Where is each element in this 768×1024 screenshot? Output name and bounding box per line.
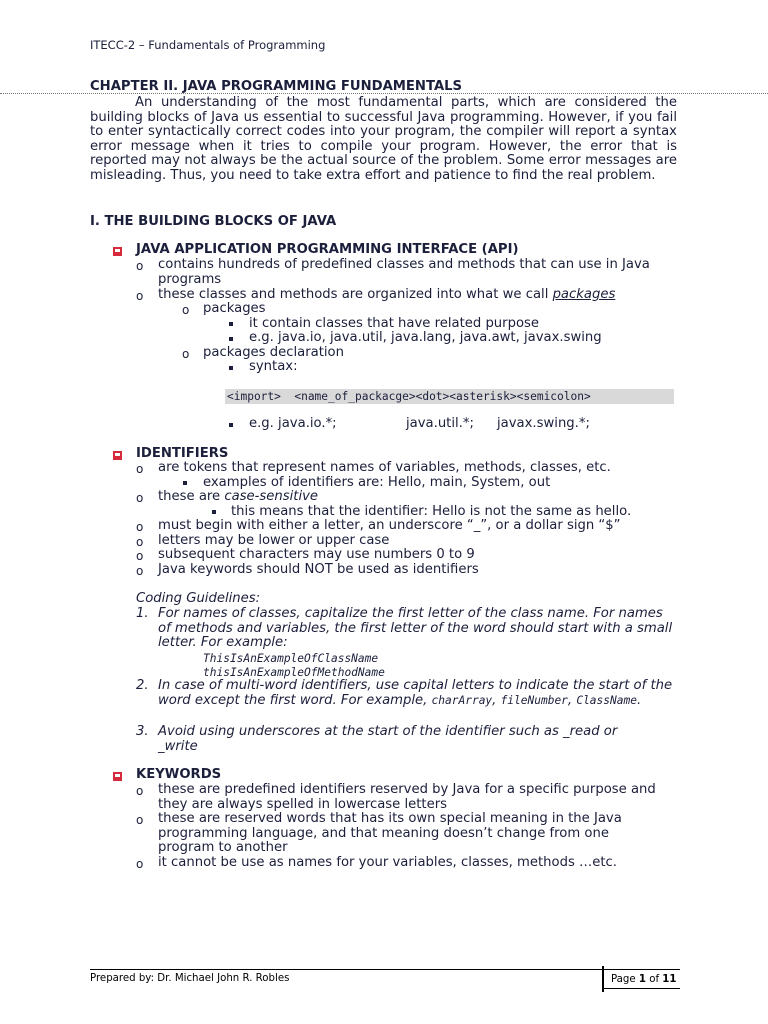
api-item-2-text: these classes and methods are organized into what we call [158, 287, 553, 302]
identifiers-heading: IDENTIFIERS [136, 446, 229, 461]
coding-guidelines-title: Coding Guidelines: [136, 591, 261, 606]
circle-bullet-icon: o [136, 813, 144, 827]
guideline-2-example-2: fileNumber [500, 693, 568, 707]
chapter-title: CHAPTER II. JAVA PROGRAMMING FUNDAMENTALS [90, 79, 463, 94]
circle-bullet-icon: o [136, 784, 144, 798]
red-square-bullet-icon [113, 772, 122, 781]
identifiers-item-2-sub: this means that the identifier: Hello is not the same as hello. [231, 504, 632, 519]
circle-bullet-icon: o [136, 462, 144, 476]
packages-sub-1: it contain classes that have related purpose [249, 316, 540, 331]
keywords-item-1: these are predefined identifiers reserved by Java for a specific purpose and they are always spelled in lowercase letters [158, 782, 656, 812]
guideline-1-text: For names of classes, capitalize the first letter of the class name. For names of methods and variables, the first letter of the word should start with a small letter. For example: [158, 606, 673, 651]
identifiers-item-3: must begin with either a letter, an underscore “_”, or a dollar sign “$” [158, 518, 621, 533]
syntax-code: <import> <name_of_packacge><dot><asterisk><semicolon> [227, 390, 591, 403]
example-javax-swing: javax.swing.*; [497, 416, 590, 431]
page-total: 11 [662, 974, 677, 985]
footer-page-indicator [611, 973, 676, 988]
guideline-2-text [158, 679, 680, 708]
api-heading: JAVA APPLICATION PROGRAMMING INTERFACE (API) [136, 242, 519, 257]
red-square-bullet-icon [113, 451, 122, 460]
guideline-2-example-1: charArray [431, 693, 493, 707]
of-word: of [646, 974, 663, 985]
identifiers-item-5: subsequent characters may use numbers 0 to 9 [158, 547, 475, 562]
guideline-3-number: 3. [136, 724, 149, 739]
page-number: 1 [638, 974, 646, 985]
packages-sub-2: e.g. java.io, java.util, java.lang, java.awt, javax.swing [249, 330, 602, 345]
header-divider [0, 93, 768, 94]
keywords-item-3: it cannot be use as names for your variables, classes, methods …etc. [158, 855, 617, 870]
red-square-bullet-icon [113, 247, 122, 256]
identifiers-item-6: Java keywords should NOT be used as identifiers [158, 562, 479, 577]
guideline-1-number: 1. [136, 606, 149, 621]
intro-paragraph: An understanding of the most fundamental parts, which are considered the building blocks of Java us essential to successful Java programming. However, if you fail to enter syntactically correct codes into your program, the compiler will report a syntax error message when it tries to compile your program. However, the error that is reported may not always be the actual source of the problem. Some error messages are misleading. Thus, you need to take extra effort and patience to find the real problem. [90, 95, 677, 183]
api-item-1-line-1: contains hundreds of predefined classes and methods that can use in Java [158, 257, 650, 272]
square-bullet-icon [212, 510, 216, 514]
identifiers-item-2 [158, 490, 318, 505]
keywords-heading: KEYWORDS [136, 767, 222, 782]
identifiers-item-1: are tokens that represent names of variables, methods, classes, etc. [158, 460, 611, 475]
circle-bullet-icon: o [136, 857, 144, 871]
section-heading: I. THE BUILDING BLOCKS OF JAVA [90, 214, 337, 229]
circle-bullet-icon: o [136, 491, 144, 505]
circle-bullet-icon: o [182, 347, 190, 361]
guideline-2-body: In case of multi-word identifiers, use capital letters to indicate the start of the word except the first word. For example, [158, 678, 673, 708]
circle-bullet-icon: o [136, 535, 144, 549]
example-java-util: java.util.*; [406, 416, 474, 431]
circle-bullet-icon: o [136, 289, 144, 303]
guideline-1-class-example: ThisIsAnExampleOfClassName [203, 652, 379, 665]
identifiers-item-2-text: these are [158, 489, 225, 504]
case-sensitive-emphasis: case-sensitive [224, 489, 319, 504]
footer-divider [90, 969, 680, 970]
guideline-2-example-3: ClassName [576, 693, 637, 707]
running-header: ITECC-2 – Fundamentals of Programming [90, 38, 326, 52]
square-bullet-icon [229, 423, 233, 427]
circle-bullet-icon: o [136, 549, 144, 563]
square-bullet-icon [229, 337, 233, 341]
page-word: Page [611, 974, 639, 985]
identifiers-item-4: letters may be lower or upper case [158, 533, 390, 548]
guideline-2-separator-1: , [492, 692, 501, 708]
footer-prepared-by: Prepared by: Dr. Michael John R. Robles [90, 973, 290, 984]
guideline-1-method-example: thisIsAnExampleOfMethodName [203, 666, 385, 679]
circle-bullet-icon: o [136, 259, 144, 273]
packages-emphasis: packages [552, 287, 616, 302]
packages-declaration-label: packages declaration [203, 345, 344, 360]
circle-bullet-icon: o [136, 564, 144, 578]
packages-label: packages [203, 301, 266, 316]
guideline-3-text: Avoid using underscores at the start of the identifier such as _read or _write [158, 724, 618, 754]
square-bullet-icon [229, 366, 233, 370]
identifiers-item-1-sub: examples of identifiers are: Hello, main, System, out [203, 475, 551, 490]
guideline-2-separator-2: , [567, 692, 573, 708]
square-bullet-icon [229, 322, 233, 326]
syntax-label: syntax: [249, 359, 298, 374]
square-bullet-icon [183, 481, 187, 485]
circle-bullet-icon: o [136, 520, 144, 534]
guideline-2-number: 2. [136, 678, 149, 693]
api-item-1-line-2: programs [158, 272, 222, 287]
example-java-io: e.g. java.io.*; [249, 416, 337, 431]
footer-page-underline [603, 988, 680, 989]
guideline-2-end: . [636, 692, 642, 708]
keywords-item-2: these are reserved words that has its own special meaning in the Java programming language, and that meaning doesn’t change from one program to another [158, 811, 622, 856]
circle-bullet-icon: o [182, 303, 190, 317]
